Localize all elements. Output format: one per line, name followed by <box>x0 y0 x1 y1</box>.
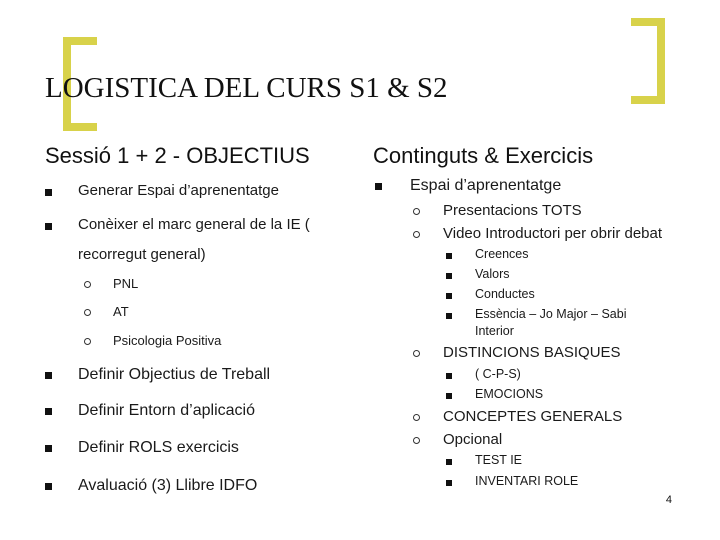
left-subitem-3: Psicologia Positiva <box>113 333 222 348</box>
right-sub2-item-1: ( C-P-S) <box>475 367 521 381</box>
left-bottom-item-3: Definir ROLS exercicis <box>78 439 239 456</box>
left-item-2: Conèixer el marc general de la IE ( <box>78 216 310 233</box>
left-bottom-item-1: Definir Objectius de Treball <box>78 366 271 383</box>
left-item-2-cont: recorregut general) <box>78 246 206 263</box>
bullet-icon <box>446 253 452 259</box>
bullet-icon <box>446 459 452 465</box>
left-subitem-2: AT <box>113 304 129 319</box>
bullet-icon <box>45 372 52 379</box>
right-sub2-item-2: EMOCIONS <box>475 387 544 401</box>
sub-bullet-icon <box>413 231 420 238</box>
bullet-icon <box>45 483 52 490</box>
bullet-icon <box>45 223 52 230</box>
right-sub1-item-4-cont: Interior <box>475 324 514 338</box>
sub-bullet-icon <box>84 281 91 288</box>
left-item-1: Generar Espai d’aprenentatge <box>78 182 279 199</box>
bullet-icon <box>45 189 52 196</box>
left-heading: Sessió 1 + 2 - OBJECTIUS <box>45 143 310 168</box>
bullet-icon <box>45 445 52 452</box>
slide-number: 4 <box>665 494 672 506</box>
bullet-icon <box>446 373 452 379</box>
sub-bullet-icon <box>413 437 420 444</box>
right-sub3-b: Opcional <box>443 431 503 448</box>
sub-bullet-icon <box>84 309 91 316</box>
right-sub1-b: Video Introductori per obrir debat <box>443 225 663 242</box>
bullet-icon <box>446 293 452 299</box>
right-sub1-item-1: Creences <box>475 247 529 261</box>
right-sub2: DISTINCIONS BASIQUES <box>443 344 621 361</box>
bullet-icon <box>375 183 382 190</box>
left-bottom-item-2: Definir Entorn d’aplicació <box>78 402 255 419</box>
bullet-icon <box>446 393 452 399</box>
bracket-right-vertical <box>657 18 665 104</box>
bracket-left-top <box>63 37 97 45</box>
bullet-icon <box>446 273 452 279</box>
left-subitem-1: PNL <box>113 276 139 291</box>
right-sub1-item-2: Valors <box>475 267 510 281</box>
bullet-icon <box>446 313 452 319</box>
right-sub3-item-2: INVENTARI ROLE <box>475 474 579 488</box>
right-item: Espai d’aprenentatge <box>410 177 562 194</box>
right-heading: Continguts & Exercicis <box>373 143 594 168</box>
sub-bullet-icon <box>413 208 420 215</box>
bracket-left-bottom <box>63 123 97 131</box>
bullet-icon <box>45 408 52 415</box>
right-sub3-item-1: TEST IE <box>475 453 523 467</box>
slide-title: LOGISTICA DEL CURS S1 & S2 <box>45 72 448 104</box>
sub-bullet-icon <box>413 350 420 357</box>
bracket-right-bottom <box>631 96 665 104</box>
bullet-icon <box>446 480 452 486</box>
sub-bullet-icon <box>84 338 91 345</box>
right-sub3-a: CONCEPTES GENERALS <box>443 408 623 425</box>
right-sub1-item-3: Conductes <box>475 287 535 301</box>
bracket-right-top <box>631 18 665 26</box>
left-bottom-item-4: Avaluació (3) Llibre IDFO <box>78 477 258 494</box>
sub-bullet-icon <box>413 414 420 421</box>
right-sub1-a: Presentacions TOTS <box>443 202 582 219</box>
right-sub1-item-4: Essència – Jo Major – Sabi <box>475 307 627 321</box>
